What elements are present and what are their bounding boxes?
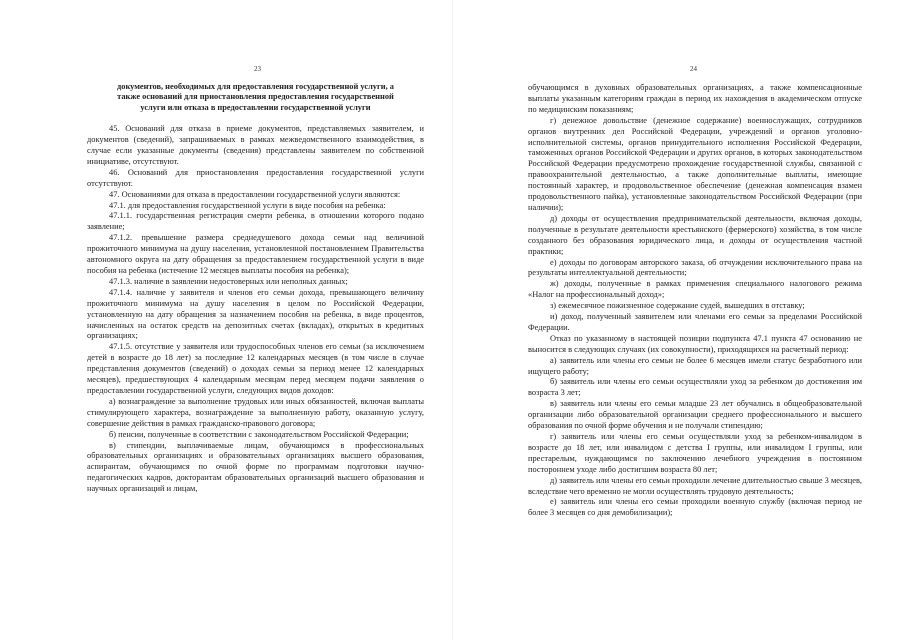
- paragraph: ж) доходы, полученные в рамках применения специального налогового режима «Налог на профессиональный доход»;: [528, 279, 862, 300]
- paragraph: 47.1.4. наличие у заявителя и членов его семьи дохода, превышающего величину прожиточного минимума на душу населения в целом по Российской Федерации, установленную на дату обращения за назначением пособия на ребенка, в виде процентов, начисленных на остаток средств на депозитных счетах (вкладах), открытых в кредитных организациях;: [87, 287, 424, 341]
- paragraph: а) вознаграждение за выполнение трудовых или иных обязанностей, включая выплаты стимулирующего характера, вознаграждение за выполненную работу, оказанную услугу, совершение действия в рамках гражданско-правового договора;: [87, 396, 424, 428]
- paragraph: 47. Основаниями для отказа в предоставлении государственной услуги являются:: [109, 189, 401, 199]
- paragraph: 47.1.3. наличие в заявлении недостоверных или неполных данных;: [109, 276, 348, 286]
- paragraph: г) заявитель или члены его семьи осуществляли уход за ребенком-инвалидом в возрасте до 18 лет, или инвалидом с детства I группы, или инвалидом I группы, или престарелым, нуждающимся по заключению лечебного учреждения в постоянном постороннем уходе либо достигшим возраста 80 лет;: [528, 432, 862, 474]
- paragraph: б) пенсии, полученные в соответствии с законодательством Российской Федерации;: [109, 429, 409, 439]
- page-number-left: 23: [254, 65, 261, 73]
- paragraph: и) доход, полученный заявителем или членами его семьи за пределами Российской Федерации.: [528, 312, 862, 332]
- section-heading: документов, необходимых для предоставления государственной услуги, а также оснований для приостановления предоставления государственной услуги или отказа в предоставлении государственной услуги: [117, 82, 394, 112]
- left-page-text: [87, 82, 424, 495]
- paragraph: а) заявитель или члены его семьи не более 6 месяцев имели статус безработного или ищущего работу;: [528, 355, 862, 376]
- paragraph: в) стипендии, выплачиваемые лицам, обучающимся в профессиональных образовательных организациях и образовательных организациях высшего образования, аспирантам, обучающимся по очной форме по программам подготовки научно-педагогических кадров, докторантам образовательных организаций высшего образования и научных организаций и лицам,: [87, 440, 424, 494]
- paragraph: 47.1.2. превышение размера среднедушевого дохода семьи над величиной прожиточного минимума на душу населения, установленной постановлением Правительства автономного округа на дату обращения за предоставлением государственной услуги в виде пособия на ребенка (истечение 12 месяцев выплаты пособия на ребенка);: [87, 233, 424, 275]
- left-page: [0, 0, 452, 640]
- page-number-right: 24: [690, 65, 697, 73]
- right-page-text: [528, 83, 862, 519]
- paragraph: е) доходы по договорам авторского заказа, об отчуждении исключительного права на результаты интеллектуальной деятельности;: [528, 257, 862, 278]
- paragraph: Отказ по указанному в настоящей позиции подпункта 47.1 пункта 47 основанию не выносится в следующих случаях (их совокупности), приходящихся на расчетный период:: [528, 333, 862, 354]
- paragraph: 47.1.5. отсутствие у заявителя или трудоспособных членов его семьи (за исключением детей в возрасте до 18 лет) за последние 12 календарных месяцев (в том числе в случае представления документов (сведений) о доходах семьи за период менее 12 календарных месяцев), предшествующих 4 календарным месяцам перед месяцем подачи заявления о предоставлении государственной услуги, следующих видов доходов:: [87, 342, 424, 395]
- paragraph: 47.1.1. государственная регистрация смерти ребенка, в отношении которого подано заявление;: [87, 211, 424, 232]
- paragraph: г) денежное довольствие (денежное содержание) военнослужащих, сотрудников органов внутренних дел Российской Федерации, учреждений и органов уголовно-исполнительной системы, органов принудительного исполнения Российской Федерации, таможенных органов Российской Федерации и других органов, в которых законодательством Российской Федерации предусмотрено прохождение государственной службы, связанной с правоохранительной деятельностью, а также дополнительные выплаты, имеющие постоянный характер, и продовольственное обеспечение (денежная компенсация взамен продовольственного пайка), установленные законодательством Российской Федерации (при наличии);: [528, 115, 862, 212]
- paragraph: в) заявитель или члены его семьи младше 23 лет обучались в общеобразовательной организации либо образовательной организации среднего профессионального и высшего образования по очной форме обучения и не получали стипендию;: [528, 399, 862, 431]
- paragraph: 45. Оснований для отказа в приеме документов, представляемых заявителем, и документов (сведений), запрашиваемых в рамках межведомственного взаимодействия, в случае если указанные документы (сведения) представлены заявителем по собственной инициативе, отсутствуют.: [87, 124, 424, 166]
- paragraph: б) заявитель или члены его семьи осуществляли уход за ребенком до достижения им возраста 3 лет;: [528, 377, 862, 398]
- paragraph: е) заявитель или члены его семьи проходили военную службу (включая период не более 3 месяцев со дня демобилизации);: [528, 497, 862, 518]
- paragraph: д) заявитель или члены его семьи проходили лечение длительностью свыше 3 месяцев, вследствие чего временно не могли осуществлять трудовую деятельность;: [528, 475, 862, 496]
- right-page: [452, 0, 905, 640]
- paragraph: 47.1. для предоставления государственной услуги в виде пособия на ребенка:: [109, 200, 386, 210]
- paragraph: з) ежемесячное пожизненное содержание судей, вышедших в отставку;: [550, 301, 805, 311]
- paragraph: обучающимся в духовных образовательных организациях, а также компенсационные выплаты указанным категориям граждан в период их нахождения в академическом отпуске по медицинским показаниям;: [528, 83, 862, 114]
- paragraph: д) доходы от осуществления предпринимательской деятельности, включая доходы, полученные в результате деятельности крестьянского (фермерского) хозяйства, в том числе созданного без образования юридического лица, и доходы от осуществления частной практики;: [528, 213, 862, 256]
- paragraph: 46. Оснований для приостановления предоставления государственной услуги отсутствуют.: [87, 167, 424, 188]
